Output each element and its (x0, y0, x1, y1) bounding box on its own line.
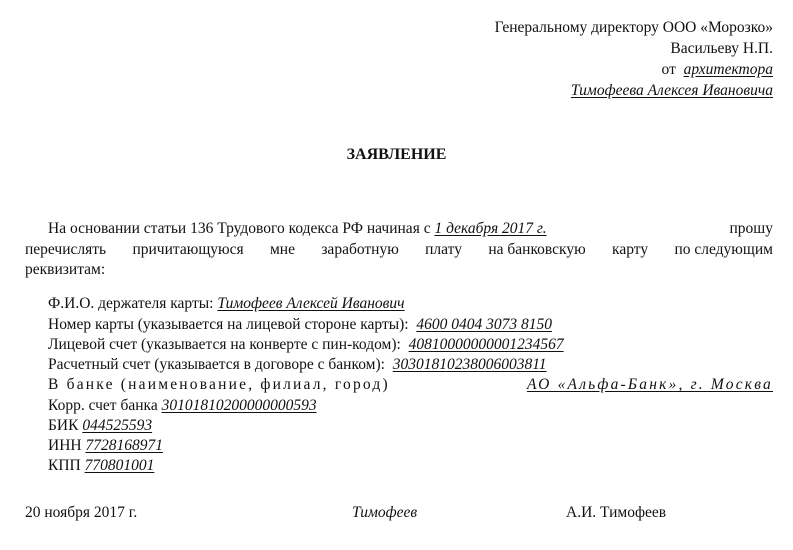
from-line (662, 60, 773, 80)
p2-word: заработную (321, 241, 399, 258)
settlement-account-value: 30301810238006003811 (392, 356, 547, 373)
bik-row (48, 416, 152, 436)
from-name (571, 81, 773, 101)
recipient-line-2: Васильеву Н.П. (670, 40, 773, 57)
personal-account-row (48, 335, 564, 355)
bik-value: 044525593 (82, 417, 153, 434)
corr-label: Корр. счет банка (48, 397, 158, 414)
corr-value: 30101810200000000593 (161, 397, 317, 414)
p2-word: мне (269, 241, 295, 258)
footer-date: 20 ноября 2017 г. (25, 504, 138, 521)
start-date: 1 декабря 2017 г. (434, 220, 547, 237)
holder-label: Ф.И.О. держателя карты: (48, 295, 214, 312)
paragraph-line-2 (25, 240, 773, 260)
kpp-value: 770801001 (84, 457, 155, 474)
settlement-account-row (48, 355, 547, 375)
bik-label: БИК (48, 417, 79, 434)
bank-label: В банке (наименование, филиал, город) (48, 376, 390, 393)
paragraph-line-3: реквизитам: (25, 261, 106, 278)
settlement-account-label: Расчетный счет (указывается в договоре с банком): (48, 356, 385, 373)
bank-value: АО «Альфа-Банк», г. Москва (527, 376, 773, 393)
paragraph-start: На основании статьи 136 Трудового кодекса РФ начиная с (48, 220, 431, 237)
p2-word: плату (425, 241, 462, 258)
from-name-value: Тимофеева Алексея Ивановича (570, 82, 773, 99)
p2-word: причитающуюся (132, 241, 244, 258)
inn-label: ИНН (48, 437, 82, 454)
card-row (48, 315, 552, 335)
holder-value: Тимофеев Алексей Иванович (217, 295, 405, 312)
kpp-row (48, 456, 154, 476)
signature: Тимофеев (352, 504, 418, 521)
card-label: Номер карты (указывается на лицевой стороне карты): (48, 316, 409, 333)
kpp-label: КПП (48, 457, 81, 474)
p2-word: на банковскую (488, 241, 586, 258)
corr-row (48, 396, 317, 416)
inn-row (48, 436, 163, 456)
p2-word: карту (612, 241, 649, 258)
paragraph-end-word: прошу (729, 220, 773, 237)
signer-name: А.И. Тимофеев (566, 504, 667, 521)
p2-word: по следующим (674, 241, 773, 258)
bank-row (48, 375, 773, 395)
document-title: ЗАЯВЛЕНИЕ (346, 146, 447, 163)
inn-value: 7728168971 (85, 437, 163, 454)
p2-word: перечислять (25, 241, 107, 258)
personal-account-value: 40810000000001234567 (408, 336, 564, 353)
paragraph-line-1 (48, 219, 773, 239)
personal-account-label: Лицевой счет (указывается на конверте с пин-кодом): (48, 336, 401, 353)
holder-row (48, 294, 405, 314)
recipient-line-1: Генеральному директору ООО «Морозко» (494, 19, 773, 36)
from-position: архитектора (683, 61, 773, 78)
card-value: 4600 0404 3073 8150 (416, 316, 552, 333)
from-prefix: от (661, 61, 676, 78)
